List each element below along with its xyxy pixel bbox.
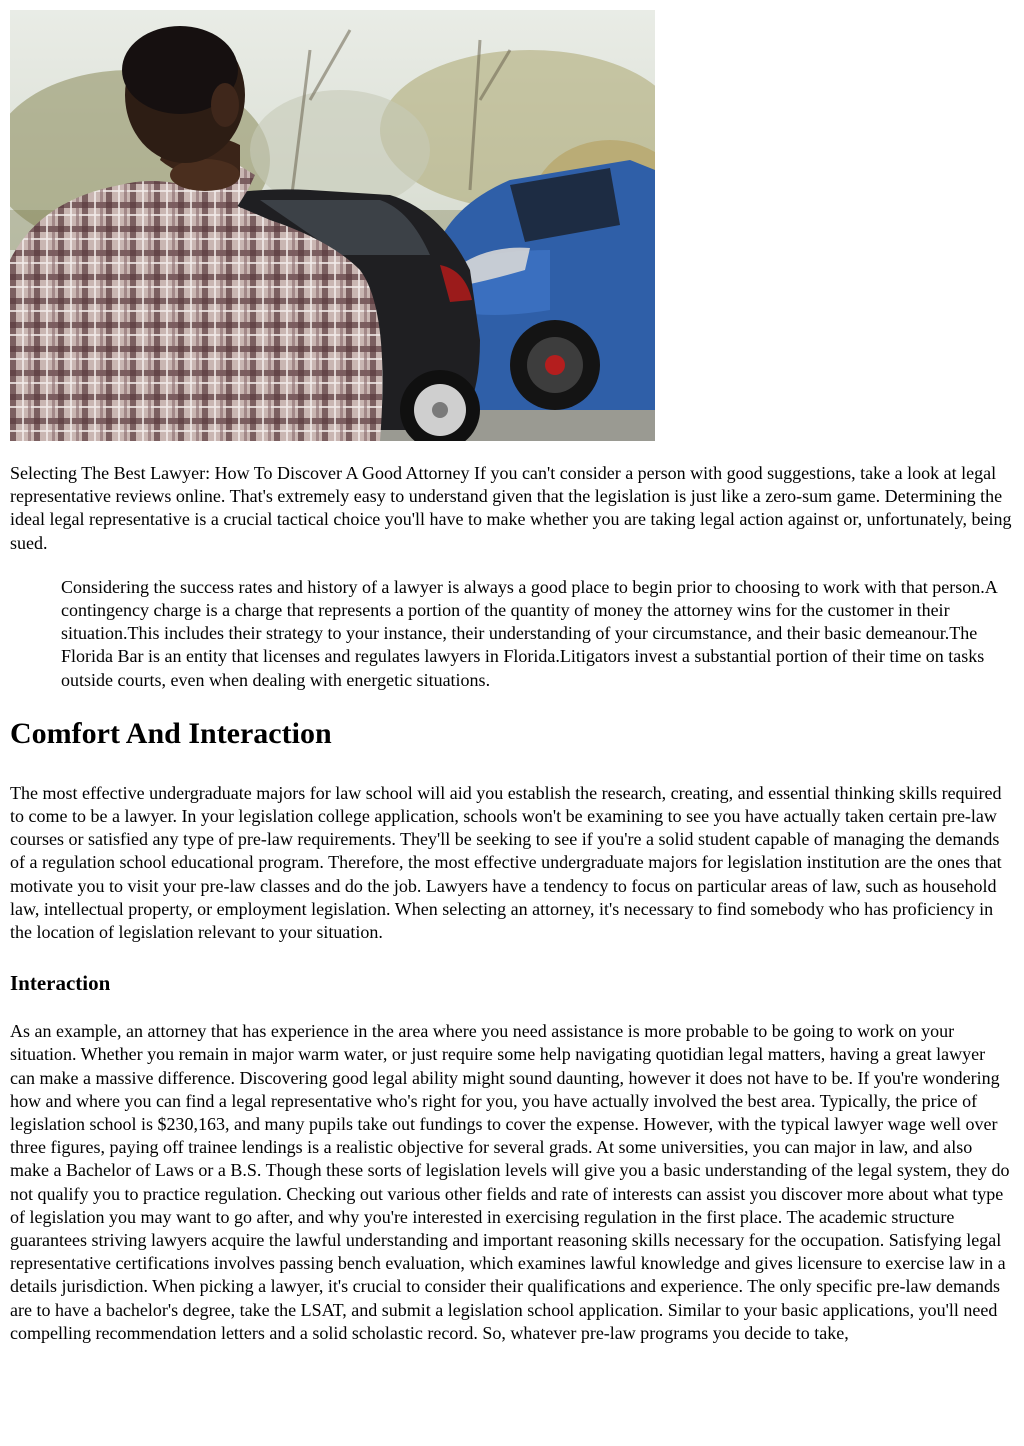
body-paragraph-2: As an example, an attorney that has experience in the area where you need assistance is more probable to be going to work on your situation. Whether you remain in major warm water, or just require some help navigating quotidian legal matters, having a great lawyer can make a massive difference. Discovering good legal ability might sound daunting, however it does not have to be. If you're wondering how and where you can find a legal representative who's right for you, you have actually involved the best area. Typically, the price of legislation school is $230,163, and many pupils take out fundings to cover the expense. However, with the typical lawyer wage well over three figures, paying off trainee lendings is a realistic objective for several grads. At some universities, you can major in law, and also make a Bachelor of Laws or a B.S. Though these sorts of legislation levels will give you a basic understanding of the legal system, they do not qualify you to practice regulation. Checking out various other fields and rate of interests can assist you discover more about what type of legislation you may want to go after, and why you're interested in exercising regulation in the first place. The academic structure guarantees striving lawyers acquire the lawful understanding and important reasoning skills necessary for the occupation. Satisfying legal representative certifications involves passing bench evaluation, which examines lawful knowledge and gives licensure to exercise law in a details jurisdiction. When picking a lawyer, it's crucial to consider their qualifications and experience. The only specific pre-law demands are to have a bachelor's degree, take the LSAT, and submit a legislation school application. Similar to your basic applications, you'll need compelling recommendation letters and a solid scholastic record. So, whatever pre-law programs you decide to take,: [10, 1021, 1010, 1343]
quote-block: Considering the success rates and history of a lawyer is always a good place to begin prior to choosing to work with that person.A contingency charge is a charge that represents a portion of the quantity of money the attorney wins for the customer in their situation.This includes their strategy to your instance, their understanding of your circumstance, and their basic demeanour.The Florida Bar is an entity that licenses and regulates lawyers in Florida.Litigators invest a substantial portion of their time on tasks outside courts, even when dealing with energetic situations.: [61, 576, 997, 690]
subsection-heading-interaction: Interaction: [10, 971, 111, 996]
section-heading-comfort: Comfort And Interaction: [10, 716, 332, 750]
intro-paragraph: Selecting The Best Lawyer: How To Discover A Good Attorney If you can't consider a person with good suggestions, take a look at legal representative reviews online. That's extremely easy to understand given that the legislation is just like a zero-sum game. Determining the ideal legal representative is a crucial tactical choice you'll have to make whether you are taking legal action against or, unfortunately, being sued.: [10, 463, 1012, 553]
body-paragraph-1: The most effective undergraduate majors for law school will aid you establish the research, creating, and essential thinking skills required to come to be a lawyer. In your legislation college application, schools won't be examining to see you have actually taken certain pre-law courses or satisfied any type of pre-law requirements. They'll be seeking to see if you're a solid student capable of managing the demands of a regulation school educational program. Therefore, the most effective undergraduate majors for legislation institution are the ones that motivate you to visit your pre-law classes and do the job. Lawyers have a tendency to focus on particular areas of law, such as household law, intellectual property, or employment legislation. When selecting an attorney, it's necessary to find somebody who has proficiency in the location of legislation relevant to your situation.: [10, 782, 1002, 943]
hero-image-car-accident: [10, 10, 655, 441]
